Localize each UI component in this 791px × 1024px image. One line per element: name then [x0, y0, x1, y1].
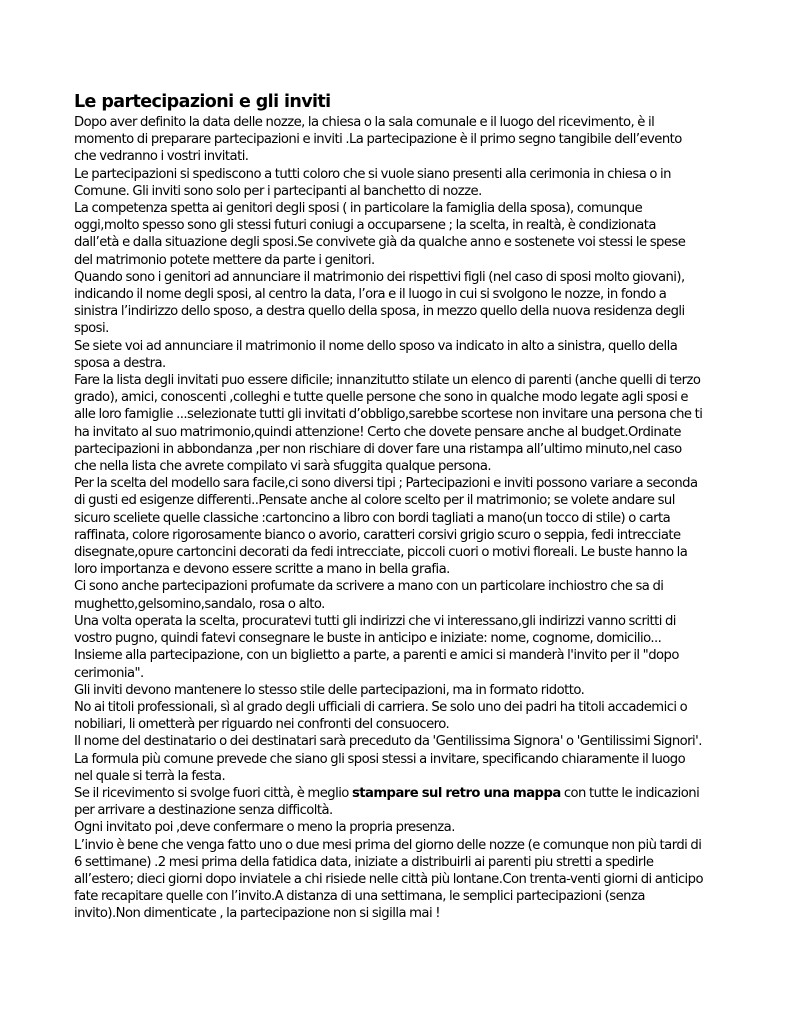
document-page [74, 90, 704, 923]
paragraph-map-text-after: con tutte le indicazioni per arrivare a destinazione senza difficoltà. [74, 785, 700, 819]
paragraph-couple-announce: Se siete voi ad annunciare il matrimonio il nome dello sposo va indicato in alto a sinistra, quello della sposa a destra. [74, 338, 678, 371]
paragraph-recipients: Le partecipazioni si spediscono a tutti coloro che si vuole siano presenti alla cerimonia in chiesa o in Comune. Gli inviti sono solo per i partecipanti al banchetto di nozze. [74, 166, 671, 199]
paragraph-confirmation: Ogni invitato poi ,deve confermare o meno la propria presenza. [74, 820, 455, 836]
paragraph-map-text-before: Se il ricevimento si svolge fuori città, è meglio [74, 785, 352, 801]
paragraph-invitation-style: Gli inviti devono mantenere lo stesso stile delle partecipazioni, ma in formato ridotto. [74, 682, 585, 698]
paragraph-model-choice: Per la scelta del modello sara facile,ci sono diversi tipi ; Partecipazioni e inviti possono variare a seconda di gusti ed esigenze differenti..Pensate anche al colore scelto per il matrimonio; se volete andare sul sicuro sceliete quelle classiche :cartoncino a libro con bordi tagliati a mano(un tocco di stile) o carta raffinata, colore rigorosamente bianco o avorio, caratteri corsivi grigio scuro o seppia, fedi intrecciate disegnate,opure cartoncini decorati da fedi intrecciate, piccoli cuori o motivi floreali. Le buste hanno la loro importanza e devono essere scritte a mano in bella grafia. [74, 476, 698, 578]
paragraph-responsibility: La competenza spetta ai genitori degli sposi ( in particolare la famiglia della sposa), comunque oggi,molto spesso sono gli stessi futuri coniugi a occuparsene ; la scelta, in realtà, è condizionata dall’età e dalla situazione degli sposi.Se convivete già da qualche anno e sostenete voi stessi le spese del matrimonio potete mettere da parte i genitori. [74, 201, 686, 268]
paragraph-addresses: Una volta operata la scelta, procuratevi tutti gli indirizzi che vi interessano,gli indirizzi vanno scritti di vostro pugno, quindi fatevi consegnare le buste in anticipo e iniziate: nome, cognome, domicilio... [74, 613, 676, 647]
paragraph-parents-announce: Quando sono i genitori ad annunciare il matrimonio dei rispettivi figli (nel caso di sposi molto giovani), indicando il nome degli sposi, al centro la data, l’ora e il luogo in cui si svolgono le nozze, in fondo a sinistra l’indirizzo dello sposo, a destra quello della sposa, in mezzo quello della nuova residenza degli sposi. [74, 269, 685, 337]
paragraph-formula: La formula più comune prevede che siano gli sposi stessi a invitare, specificando chiaramente il luogo nel quale si terrà la festa. [74, 751, 686, 784]
paragraph-guest-list: Fare la lista degli invitati puo essere dificile; innanzitutto stilate un elenco di parenti (anche quelli di terzo grado), amici, conoscenti ,colleghi e tutte quelle persone che sono in qualche modo legate agli sposi e alle loro famiglie ...selezionate tutti gli invitati d’obbligo,sarebbe scortese non invitare una persona che ti ha invitato al suo matrimonio,quindi attenzione! Certo che dovete pensare anche al budget.Ordinate partecipazioni in abbondanza ,per non rischiare di dover fare una ristampa all’ultimo minuto,nel caso che nella lista che avrete compilato vi sarà sfuggita qualque persona. [74, 373, 703, 475]
paragraph-timing: L’invio è bene che venga fatto uno o due mesi prima del giorno delle nozze (e comunque non più tardi di 6 settimane) .2 mesi prima della fatidica data, iniziate a distribuirli ai parenti piu stretti a spedirle all’estero; dieci giorni dopo inviatele a chi risiede nelle città più lontane.Con trenta-venti giorni di anticipo fate recapitare quelle con l’invito.A distanza di una settimana, le semplici partecipazioni (senza invito).Non dimenticate , la partecipazione non si sigilla mai ! [74, 837, 704, 922]
paragraph-map [74, 785, 704, 819]
paragraph-map-bold: stampare sul retro una mappa [351, 785, 561, 801]
paragraph-titles: No ai titoli professionali, sì al grado degli ufficiali di carriera. Se solo uno dei padri ha titoli accademici o nobiliari, li ometterà per riguardo nei confronti del consuocero. [74, 699, 688, 733]
paragraph-after-ceremony: Insieme alla partecipazione, con un biglietto a parte, a parenti e amici si manderà l'invito per il "dopo cerimonia". [74, 648, 679, 681]
document-title: Le partecipazioni e gli inviti [74, 92, 331, 112]
paragraph-scented: Ci sono anche partecipazioni profumate da scrivere a mano con un particolare inchiostro che sa di mughetto,gelsomino,sandalo, rosa o alto. [74, 579, 664, 612]
paragraph-intro: Dopo aver definito la data delle nozze, la chiesa o la sala comunale e il luogo del ricevimento, è il momento di preparare partecipazioni e inviti .La partecipazione è il primo segno tangibile dell’evento che vedranno i vostri invitati. [74, 115, 682, 165]
paragraph-recipient-name: Il nome del destinatario o dei destinatari sarà preceduto da 'Gentilissima Signora' o 'Gentilissimi Signori'. [74, 734, 702, 750]
